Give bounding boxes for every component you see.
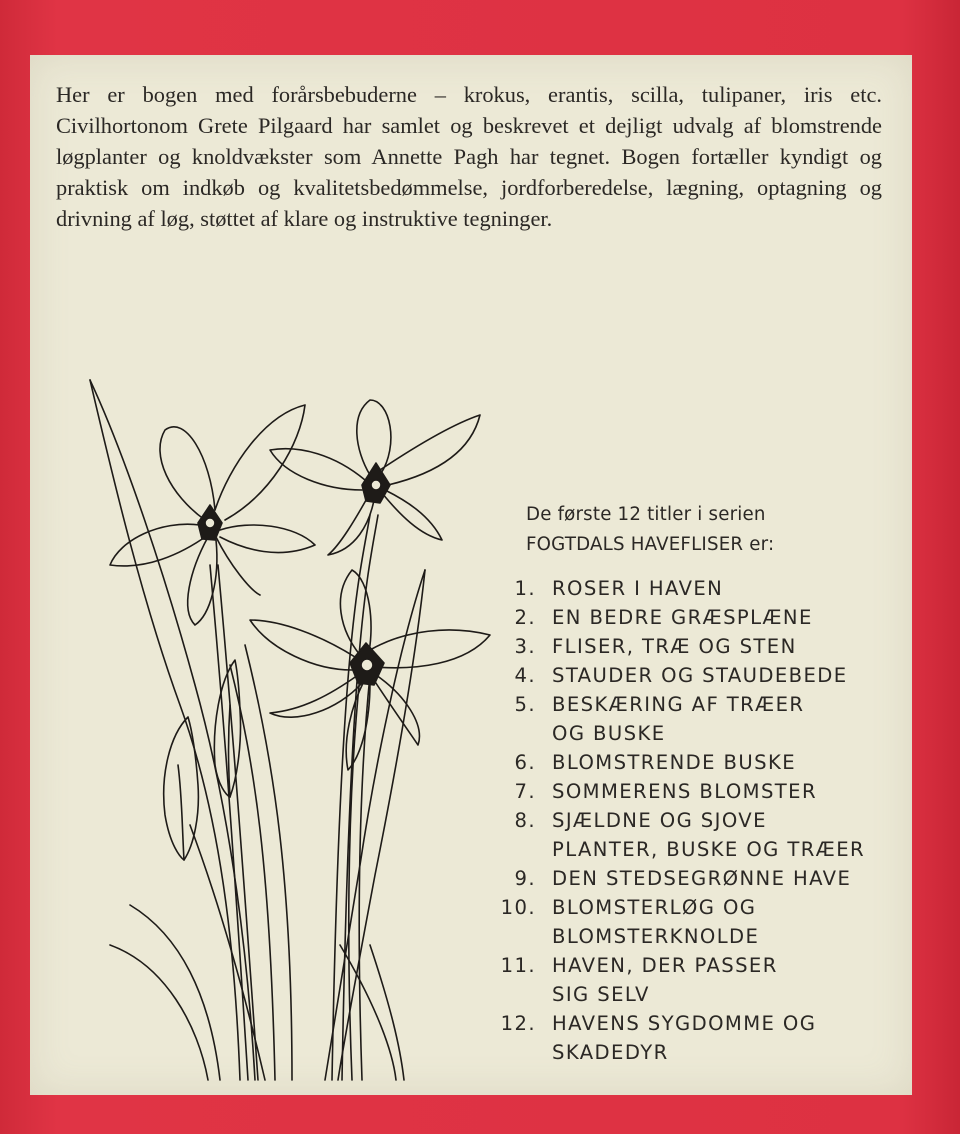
- list-item: [488, 1009, 908, 1067]
- list-item: [488, 864, 908, 893]
- title-text: FLISER, TRÆ OG STEN: [552, 635, 797, 658]
- series-intro-line1: De første 12 titler i serien: [526, 504, 766, 525]
- title-text: BESKÆRING AF TRÆER OG BUSKE: [552, 693, 805, 745]
- title-number: 3.: [514, 635, 536, 658]
- title-text: BLOMSTERLØG OG BLOMSTERKNOLDE: [552, 896, 760, 948]
- title-text: SJÆLDNE OG SJOVE PLANTER, BUSKE OG TRÆER: [552, 809, 866, 861]
- title-text: HAVENS SYGDOMME OG SKADEDYR: [552, 1012, 817, 1064]
- list-item: [488, 806, 908, 864]
- list-item: [488, 748, 908, 777]
- title-number: 1.: [514, 577, 536, 600]
- list-item: [488, 661, 908, 690]
- title-number: 8.: [514, 809, 536, 832]
- list-item: [488, 951, 908, 1009]
- list-item: [488, 777, 908, 806]
- title-number: 12.: [500, 1012, 536, 1035]
- list-item: [488, 603, 908, 632]
- list-item: [488, 632, 908, 661]
- series-list: [488, 500, 908, 1067]
- title-number: 2.: [514, 606, 536, 629]
- cream-panel: [30, 55, 912, 1095]
- title-number: 11.: [500, 954, 536, 977]
- title-text: SOMMERENS BLOMSTER: [552, 780, 817, 803]
- title-number: 7.: [514, 780, 536, 803]
- title-text: DEN STEDSEGRØNNE HAVE: [552, 867, 852, 890]
- title-text: ROSER I HAVEN: [552, 577, 724, 600]
- title-number: 5.: [514, 693, 536, 716]
- list-item: [488, 893, 908, 951]
- title-text: HAVEN, DER PASSER SIG SELV: [552, 954, 778, 1006]
- book-description: Her er bogen med forårsbebuderne – krokus, erantis, scilla, tulipaner, iris etc. Civilhortonom Grete Pilgaard har samlet og beskrevet et dejligt udvalg af blomstrende løgplanter og knoldvækster som Annette Pagh har tegnet. Bogen fortæller kyndigt og praktisk om indkøb og kvalitetsbedømmelse, jordforberedelse, lægning, optagning og drivning af løg, støttet af klare og instruktive tegninger.: [56, 82, 882, 231]
- title-text: BLOMSTRENDE BUSKE: [552, 751, 796, 774]
- list-item: [488, 690, 908, 748]
- title-text: STAUDER OG STAUDEBEDE: [552, 664, 848, 687]
- title-number: 6.: [514, 751, 536, 774]
- title-number: 4.: [514, 664, 536, 687]
- title-text: EN BEDRE GRÆSPLÆNE: [552, 606, 813, 629]
- title-list: [488, 574, 908, 1067]
- iris-flowers-illustration: [70, 345, 520, 1085]
- list-item: [488, 574, 908, 603]
- title-number: 10.: [500, 896, 536, 919]
- title-number: 9.: [514, 867, 536, 890]
- series-intro-line2: FOGTDALS HAVEFLISER er:: [526, 534, 775, 555]
- series-intro: [526, 500, 908, 560]
